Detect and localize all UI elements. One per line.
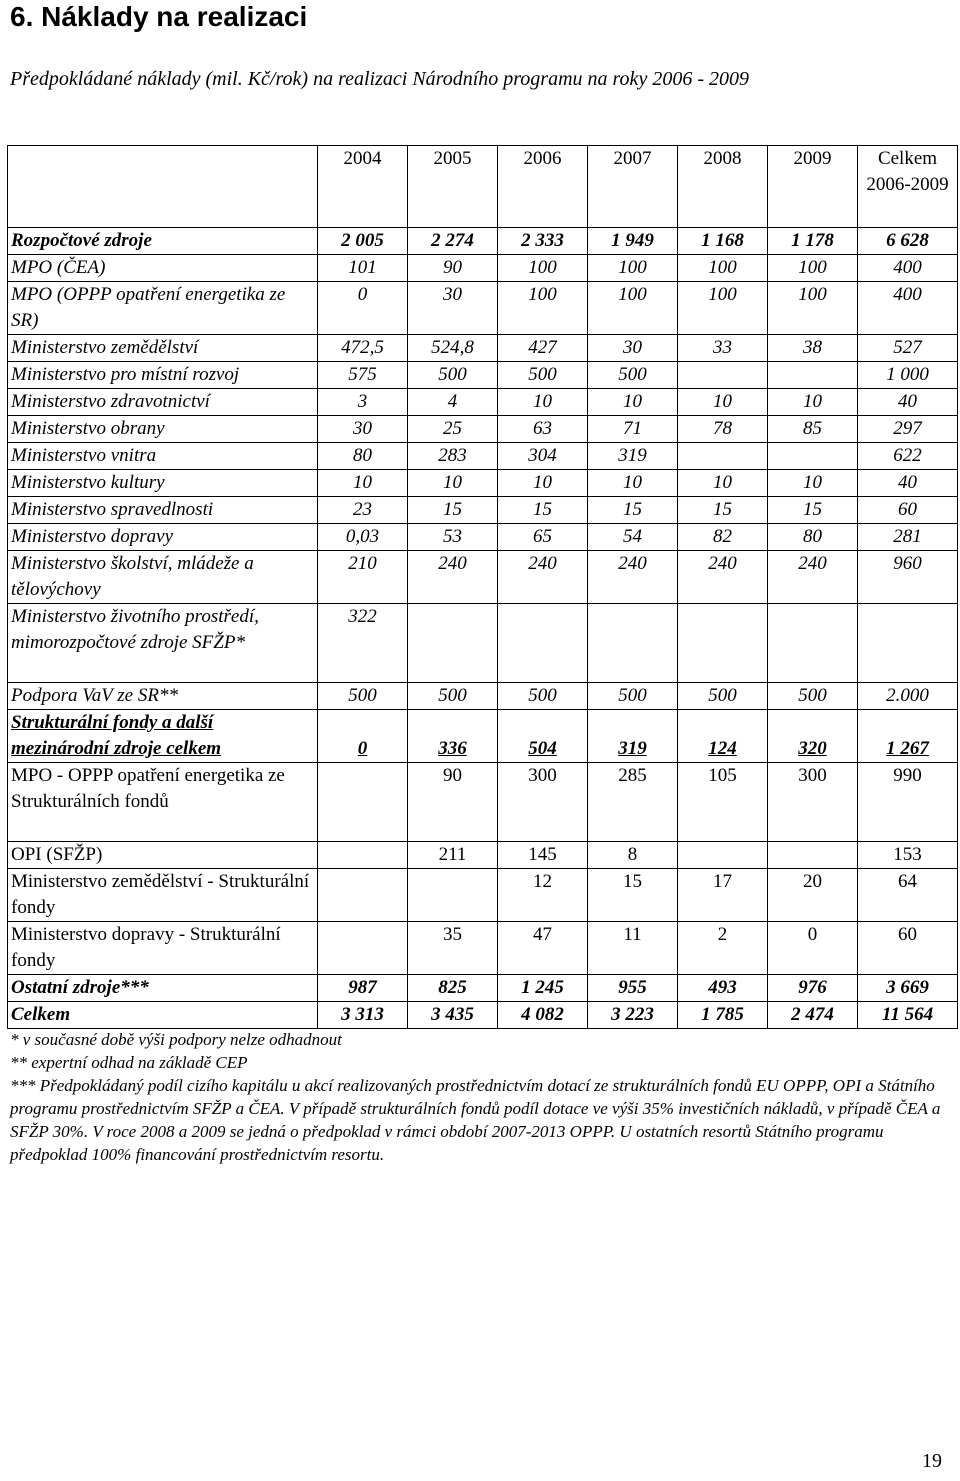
value-cell: 211: [408, 842, 498, 869]
value-cell: 33: [678, 335, 768, 362]
table-row: [8, 710, 958, 763]
value-cell: 100: [678, 255, 768, 282]
value-cell: 976: [768, 975, 858, 1002]
value-cell: 4: [408, 389, 498, 416]
value-cell: [678, 842, 768, 869]
value-cell: 500: [408, 362, 498, 389]
table-row: [8, 470, 958, 497]
value-cell: 427: [498, 335, 588, 362]
row-label: Ministerstvo vnitra: [8, 443, 318, 470]
value-cell: 25: [408, 416, 498, 443]
value-cell: 297: [858, 416, 958, 443]
value-cell: 319: [588, 443, 678, 470]
value-cell: 15: [768, 497, 858, 524]
cost-table: [7, 145, 958, 1029]
value-cell: [408, 604, 498, 683]
table-row: [8, 389, 958, 416]
value-cell: 124: [678, 710, 768, 763]
table-row: [8, 551, 958, 604]
value-cell: 285: [588, 763, 678, 842]
row-label: Ostatní zdroje***: [8, 975, 318, 1002]
value-cell: 65: [498, 524, 588, 551]
column-header: 2005: [408, 146, 498, 228]
table-row: [8, 362, 958, 389]
value-cell: 500: [318, 683, 408, 710]
value-cell: 153: [858, 842, 958, 869]
value-cell: 20: [768, 869, 858, 922]
row-label: Ministerstvo dopravy - Strukturální fondy: [8, 922, 318, 975]
page-number: 19: [922, 1450, 942, 1472]
table-row: [8, 842, 958, 869]
value-cell: 15: [678, 497, 768, 524]
value-cell: 63: [498, 416, 588, 443]
table-row: [8, 763, 958, 842]
value-cell: 1 785: [678, 1002, 768, 1029]
value-cell: 1 949: [588, 228, 678, 255]
value-cell: 2 274: [408, 228, 498, 255]
value-cell: [768, 443, 858, 470]
value-cell: [318, 763, 408, 842]
value-cell: 1 267: [858, 710, 958, 763]
value-cell: 990: [858, 763, 958, 842]
value-cell: 4 082: [498, 1002, 588, 1029]
value-cell: 78: [678, 416, 768, 443]
value-cell: [318, 922, 408, 975]
value-cell: 6 628: [858, 228, 958, 255]
value-cell: 2 005: [318, 228, 408, 255]
value-cell: 825: [408, 975, 498, 1002]
value-cell: 85: [768, 416, 858, 443]
value-cell: 71: [588, 416, 678, 443]
value-cell: 240: [408, 551, 498, 604]
footnote: * v současné době výši podpory nelze odhadnout: [10, 1030, 342, 1049]
value-cell: 100: [678, 282, 768, 335]
value-cell: 322: [318, 604, 408, 683]
value-cell: 10: [678, 470, 768, 497]
value-cell: 304: [498, 443, 588, 470]
row-label: Rozpočtové zdroje: [8, 228, 318, 255]
value-cell: 15: [408, 497, 498, 524]
row-label: Ministerstvo zemědělství - Strukturální fondy: [8, 869, 318, 922]
value-cell: 60: [858, 497, 958, 524]
table-row: [8, 335, 958, 362]
table-row: [8, 416, 958, 443]
table-row: [8, 524, 958, 551]
value-cell: [768, 362, 858, 389]
table-row: [8, 869, 958, 922]
value-cell: 64: [858, 869, 958, 922]
section-heading: 6. Náklady na realizaci: [10, 1, 308, 32]
value-cell: 53: [408, 524, 498, 551]
column-header: 2009: [768, 146, 858, 228]
value-cell: 0,03: [318, 524, 408, 551]
column-header: 2008: [678, 146, 768, 228]
value-cell: 10: [588, 389, 678, 416]
value-cell: 987: [318, 975, 408, 1002]
value-cell: 100: [498, 282, 588, 335]
value-cell: 504: [498, 710, 588, 763]
value-cell: 1 168: [678, 228, 768, 255]
row-label: OPI (SFŽP): [8, 842, 318, 869]
value-cell: 100: [498, 255, 588, 282]
value-cell: 493: [678, 975, 768, 1002]
value-cell: 240: [588, 551, 678, 604]
value-cell: [498, 604, 588, 683]
table-row: [8, 497, 958, 524]
row-label: Podpora VaV ze SR**: [8, 683, 318, 710]
value-cell: 40: [858, 389, 958, 416]
row-label: Ministerstvo kultury: [8, 470, 318, 497]
column-header: 2006: [498, 146, 588, 228]
value-cell: 145: [498, 842, 588, 869]
value-cell: 955: [588, 975, 678, 1002]
value-cell: 15: [588, 869, 678, 922]
value-cell: 3 669: [858, 975, 958, 1002]
value-cell: 35: [408, 922, 498, 975]
value-cell: 240: [498, 551, 588, 604]
value-cell: 500: [498, 362, 588, 389]
row-label: Ministerstvo školství, mládeže a tělovýchovy: [8, 551, 318, 604]
table-row: [8, 228, 958, 255]
value-cell: 960: [858, 551, 958, 604]
row-label: Ministerstvo dopravy: [8, 524, 318, 551]
value-cell: 240: [768, 551, 858, 604]
value-cell: [858, 604, 958, 683]
value-cell: 30: [318, 416, 408, 443]
value-cell: 100: [768, 255, 858, 282]
value-cell: 100: [588, 282, 678, 335]
value-cell: [768, 842, 858, 869]
table-row: [8, 282, 958, 335]
value-cell: 54: [588, 524, 678, 551]
value-cell: 320: [768, 710, 858, 763]
row-label: MPO - OPPP opatření energetika ze Strukturálních fondů: [8, 763, 318, 842]
table-row: [8, 604, 958, 683]
column-header: Celkem 2006-2009: [858, 146, 958, 228]
value-cell: 283: [408, 443, 498, 470]
value-cell: 30: [588, 335, 678, 362]
value-cell: 500: [678, 683, 768, 710]
value-cell: 1 245: [498, 975, 588, 1002]
value-cell: 17: [678, 869, 768, 922]
value-cell: [678, 604, 768, 683]
value-cell: 527: [858, 335, 958, 362]
value-cell: 10: [498, 389, 588, 416]
value-cell: 10: [588, 470, 678, 497]
value-cell: 472,5: [318, 335, 408, 362]
table-caption: Předpokládané náklady (mil. Kč/rok) na realizaci Národního programu na roky 2006 - 2009: [10, 68, 749, 90]
value-cell: 100: [768, 282, 858, 335]
value-cell: 500: [498, 683, 588, 710]
value-cell: 3 223: [588, 1002, 678, 1029]
value-cell: 3 313: [318, 1002, 408, 1029]
value-cell: 336: [408, 710, 498, 763]
value-cell: [678, 443, 768, 470]
value-cell: 10: [408, 470, 498, 497]
value-cell: 15: [588, 497, 678, 524]
value-cell: 0: [318, 282, 408, 335]
value-cell: 1 178: [768, 228, 858, 255]
value-cell: 500: [408, 683, 498, 710]
table-header-row: [8, 146, 958, 228]
header-empty-cell: [8, 146, 318, 228]
footnotes: [10, 1028, 945, 1166]
value-cell: 80: [318, 443, 408, 470]
value-cell: 0: [318, 710, 408, 763]
value-cell: 400: [858, 255, 958, 282]
value-cell: 10: [498, 470, 588, 497]
value-cell: 80: [768, 524, 858, 551]
column-header: 2007: [588, 146, 678, 228]
value-cell: 90: [408, 763, 498, 842]
value-cell: 0: [768, 922, 858, 975]
value-cell: 10: [318, 470, 408, 497]
value-cell: [588, 604, 678, 683]
value-cell: 300: [768, 763, 858, 842]
value-cell: 281: [858, 524, 958, 551]
value-cell: 10: [768, 389, 858, 416]
value-cell: 500: [588, 362, 678, 389]
value-cell: 319: [588, 710, 678, 763]
value-cell: 15: [498, 497, 588, 524]
value-cell: 40: [858, 470, 958, 497]
value-cell: 3: [318, 389, 408, 416]
value-cell: [768, 604, 858, 683]
value-cell: 100: [588, 255, 678, 282]
value-cell: 8: [588, 842, 678, 869]
value-cell: [408, 869, 498, 922]
row-label: Ministerstvo životního prostředí, mimorozpočtové zdroje SFŽP*: [8, 604, 318, 683]
value-cell: [678, 362, 768, 389]
value-cell: 500: [768, 683, 858, 710]
footnote: *** Předpokládaný podíl cizího kapitálu u akcí realizovaných prostřednictvím dotací ze strukturálních fondů EU OPPP, OPI a Státního programu prostřednictvím SFŽP a ČEA. V případě strukturálních fondů podíl dotace ve výši 35% investičních nákladů, v případě ČEA a SFŽP 30%. V roce 2008 a 2009 se jedná o předpoklad v rámci období 2007-2013 OPPP. U ostatních resortů Státního programu předpoklad 100% financování prostřednictvím resortu.: [10, 1076, 941, 1164]
value-cell: 60: [858, 922, 958, 975]
value-cell: 210: [318, 551, 408, 604]
value-cell: 11: [588, 922, 678, 975]
footnote: ** expertní odhad na základě CEP: [10, 1053, 248, 1072]
value-cell: 11 564: [858, 1002, 958, 1029]
value-cell: 101: [318, 255, 408, 282]
value-cell: 47: [498, 922, 588, 975]
value-cell: 3 435: [408, 1002, 498, 1029]
column-header: 2004: [318, 146, 408, 228]
value-cell: 524,8: [408, 335, 498, 362]
row-label: Ministerstvo zdravotnictví: [8, 389, 318, 416]
table-row: [8, 443, 958, 470]
value-cell: [318, 869, 408, 922]
value-cell: 12: [498, 869, 588, 922]
row-label: Strukturální fondy a další mezinárodní zdroje celkem: [8, 710, 318, 763]
value-cell: 2: [678, 922, 768, 975]
row-label: MPO (OPPP opatření energetika ze SR): [8, 282, 318, 335]
row-label: Ministerstvo obrany: [8, 416, 318, 443]
value-cell: 90: [408, 255, 498, 282]
row-label: Celkem: [8, 1002, 318, 1029]
value-cell: 1 000: [858, 362, 958, 389]
value-cell: 10: [678, 389, 768, 416]
value-cell: 300: [498, 763, 588, 842]
value-cell: 10: [768, 470, 858, 497]
value-cell: 2 333: [498, 228, 588, 255]
row-label: Ministerstvo spravedlnosti: [8, 497, 318, 524]
row-label: Ministerstvo pro místní rozvoj: [8, 362, 318, 389]
table-row: [8, 1002, 958, 1029]
table-row: [8, 683, 958, 710]
table-row: [8, 255, 958, 282]
value-cell: 500: [588, 683, 678, 710]
value-cell: 2 474: [768, 1002, 858, 1029]
value-cell: 2.000: [858, 683, 958, 710]
row-label: Ministerstvo zemědělství: [8, 335, 318, 362]
value-cell: 23: [318, 497, 408, 524]
table-row: [8, 975, 958, 1002]
value-cell: 400: [858, 282, 958, 335]
value-cell: 240: [678, 551, 768, 604]
value-cell: 105: [678, 763, 768, 842]
value-cell: 38: [768, 335, 858, 362]
value-cell: 30: [408, 282, 498, 335]
row-label: MPO (ČEA): [8, 255, 318, 282]
table-row: [8, 922, 958, 975]
value-cell: 575: [318, 362, 408, 389]
value-cell: 622: [858, 443, 958, 470]
value-cell: 82: [678, 524, 768, 551]
value-cell: [318, 842, 408, 869]
